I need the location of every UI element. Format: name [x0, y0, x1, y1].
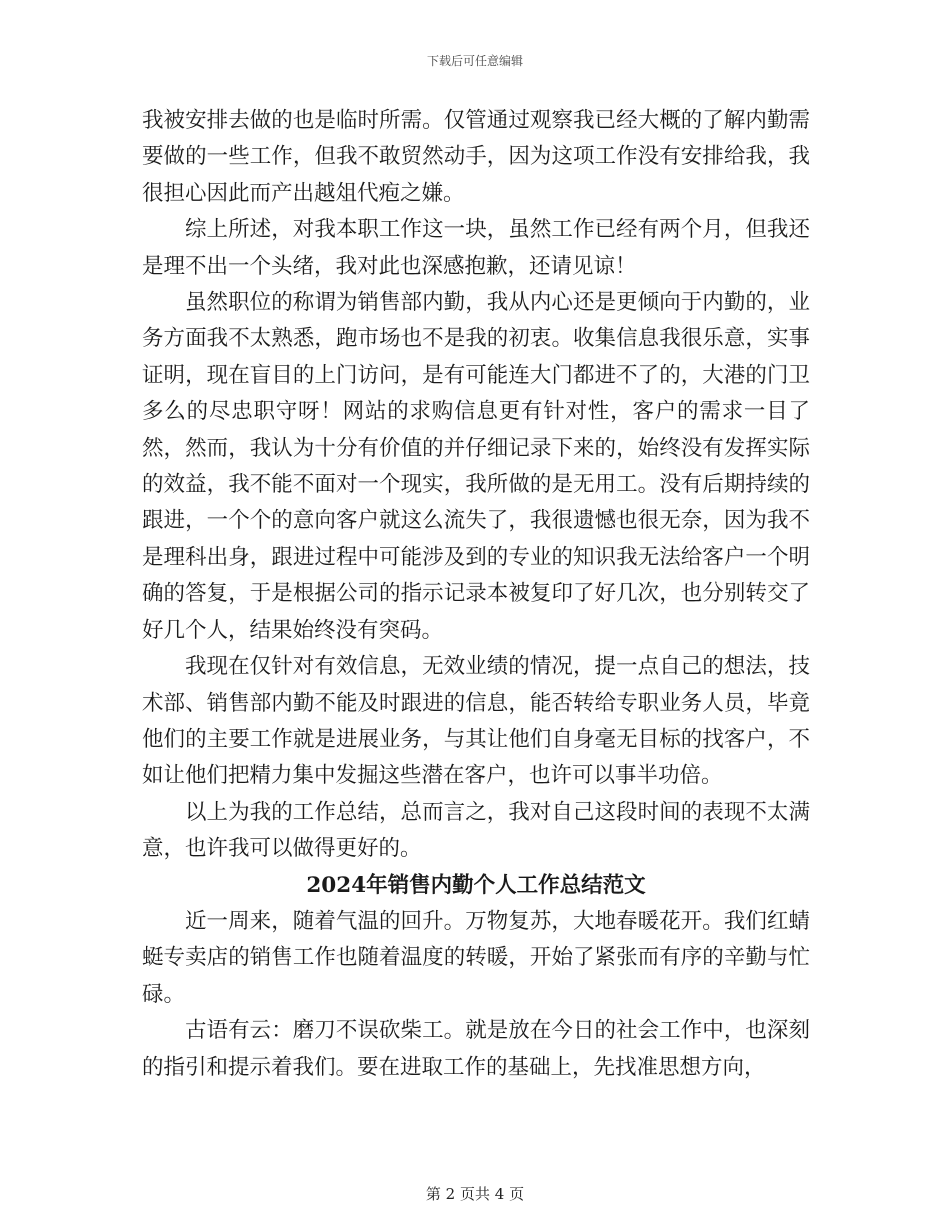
paragraph-continued: 我被安排去做的也是临时所需。仅管通过观察我已经大概的了解内勤需要做的一些工作，但我不敢贸然动手，因为这项工作没有安排给我，我很担心因此而产出越俎代疱之嫌。: [142, 108, 810, 206]
document-body: [142, 103, 810, 1086]
paragraph-proverb: 古语有云：磨刀不误砍柴工。就是放在今日的社会工作中，也深刻的指引和提示着我们。要在进取工作的基础上，先找准思想方向，: [142, 1018, 810, 1080]
paragraph-suggestion: 我现在仅针对有效信息，无效业绩的情况，提一点自己的想法，技术部、销售部内勤不能及时跟进的信息，能否转给专职业务人员，毕竟他们的主要工作就是进展业务，与其让他们自身毫无目标的找客户，不如让他们把精力集中发掘这些潜在客户，也许可以事半功倍。: [142, 654, 810, 789]
paragraph-spring: 近一周来，随着气温的回升。万物复苏，大地春暖花开。我们红蜻蜓专卖店的销售工作也随着温度的转暖，开始了紧张而有序的辛勤与忙碌。: [142, 908, 810, 1007]
paragraph-conclusion: 以上为我的工作总结，总而言之，我对自己这段时间的表现不太满意，也许我可以做得更好的。: [142, 799, 810, 862]
paragraph-summary: 综上所述，对我本职工作这一块，虽然工作已经有两个月，但我还是理不出一个头绪，我对此也深感抱歉，还请见谅！: [142, 217, 810, 279]
paragraph-role: 虽然职位的称谓为销售部内勤，我从内心还是更倾向于内勤的，业务方面我不太熟悉，跑市场也不是我的初衷。收集信息我很乐意，实事证明，现在盲目的上门访问，是有可能连大门都进不了的，大港的门卫多么的尽忠职守呀！网站的求购信息更有针对性，客户的需求一目了然，然而，我认为十分有价值的并仔细记录下来的，始终没有发挥实际的效益，我不能不面对一个现实，我所做的是无用工。没有后期持续的跟进，一个个的意向客户就这么流失了，我很遗憾也很无奈，因为我不是理科出身，跟进过程中可能涉及到的专业的知识我无法给客户一个明确的答复，于是根据公司的指示记录本被复印了好几次，也分别转交了好几个人，结果始终没有突码。: [142, 290, 810, 643]
header-note: 下载后可任意编辑: [426, 54, 523, 68]
page-number: 第 2 页共 4 页: [425, 1185, 525, 1203]
section-title: 2024年销售内勤个人工作总结范文: [306, 872, 646, 898]
